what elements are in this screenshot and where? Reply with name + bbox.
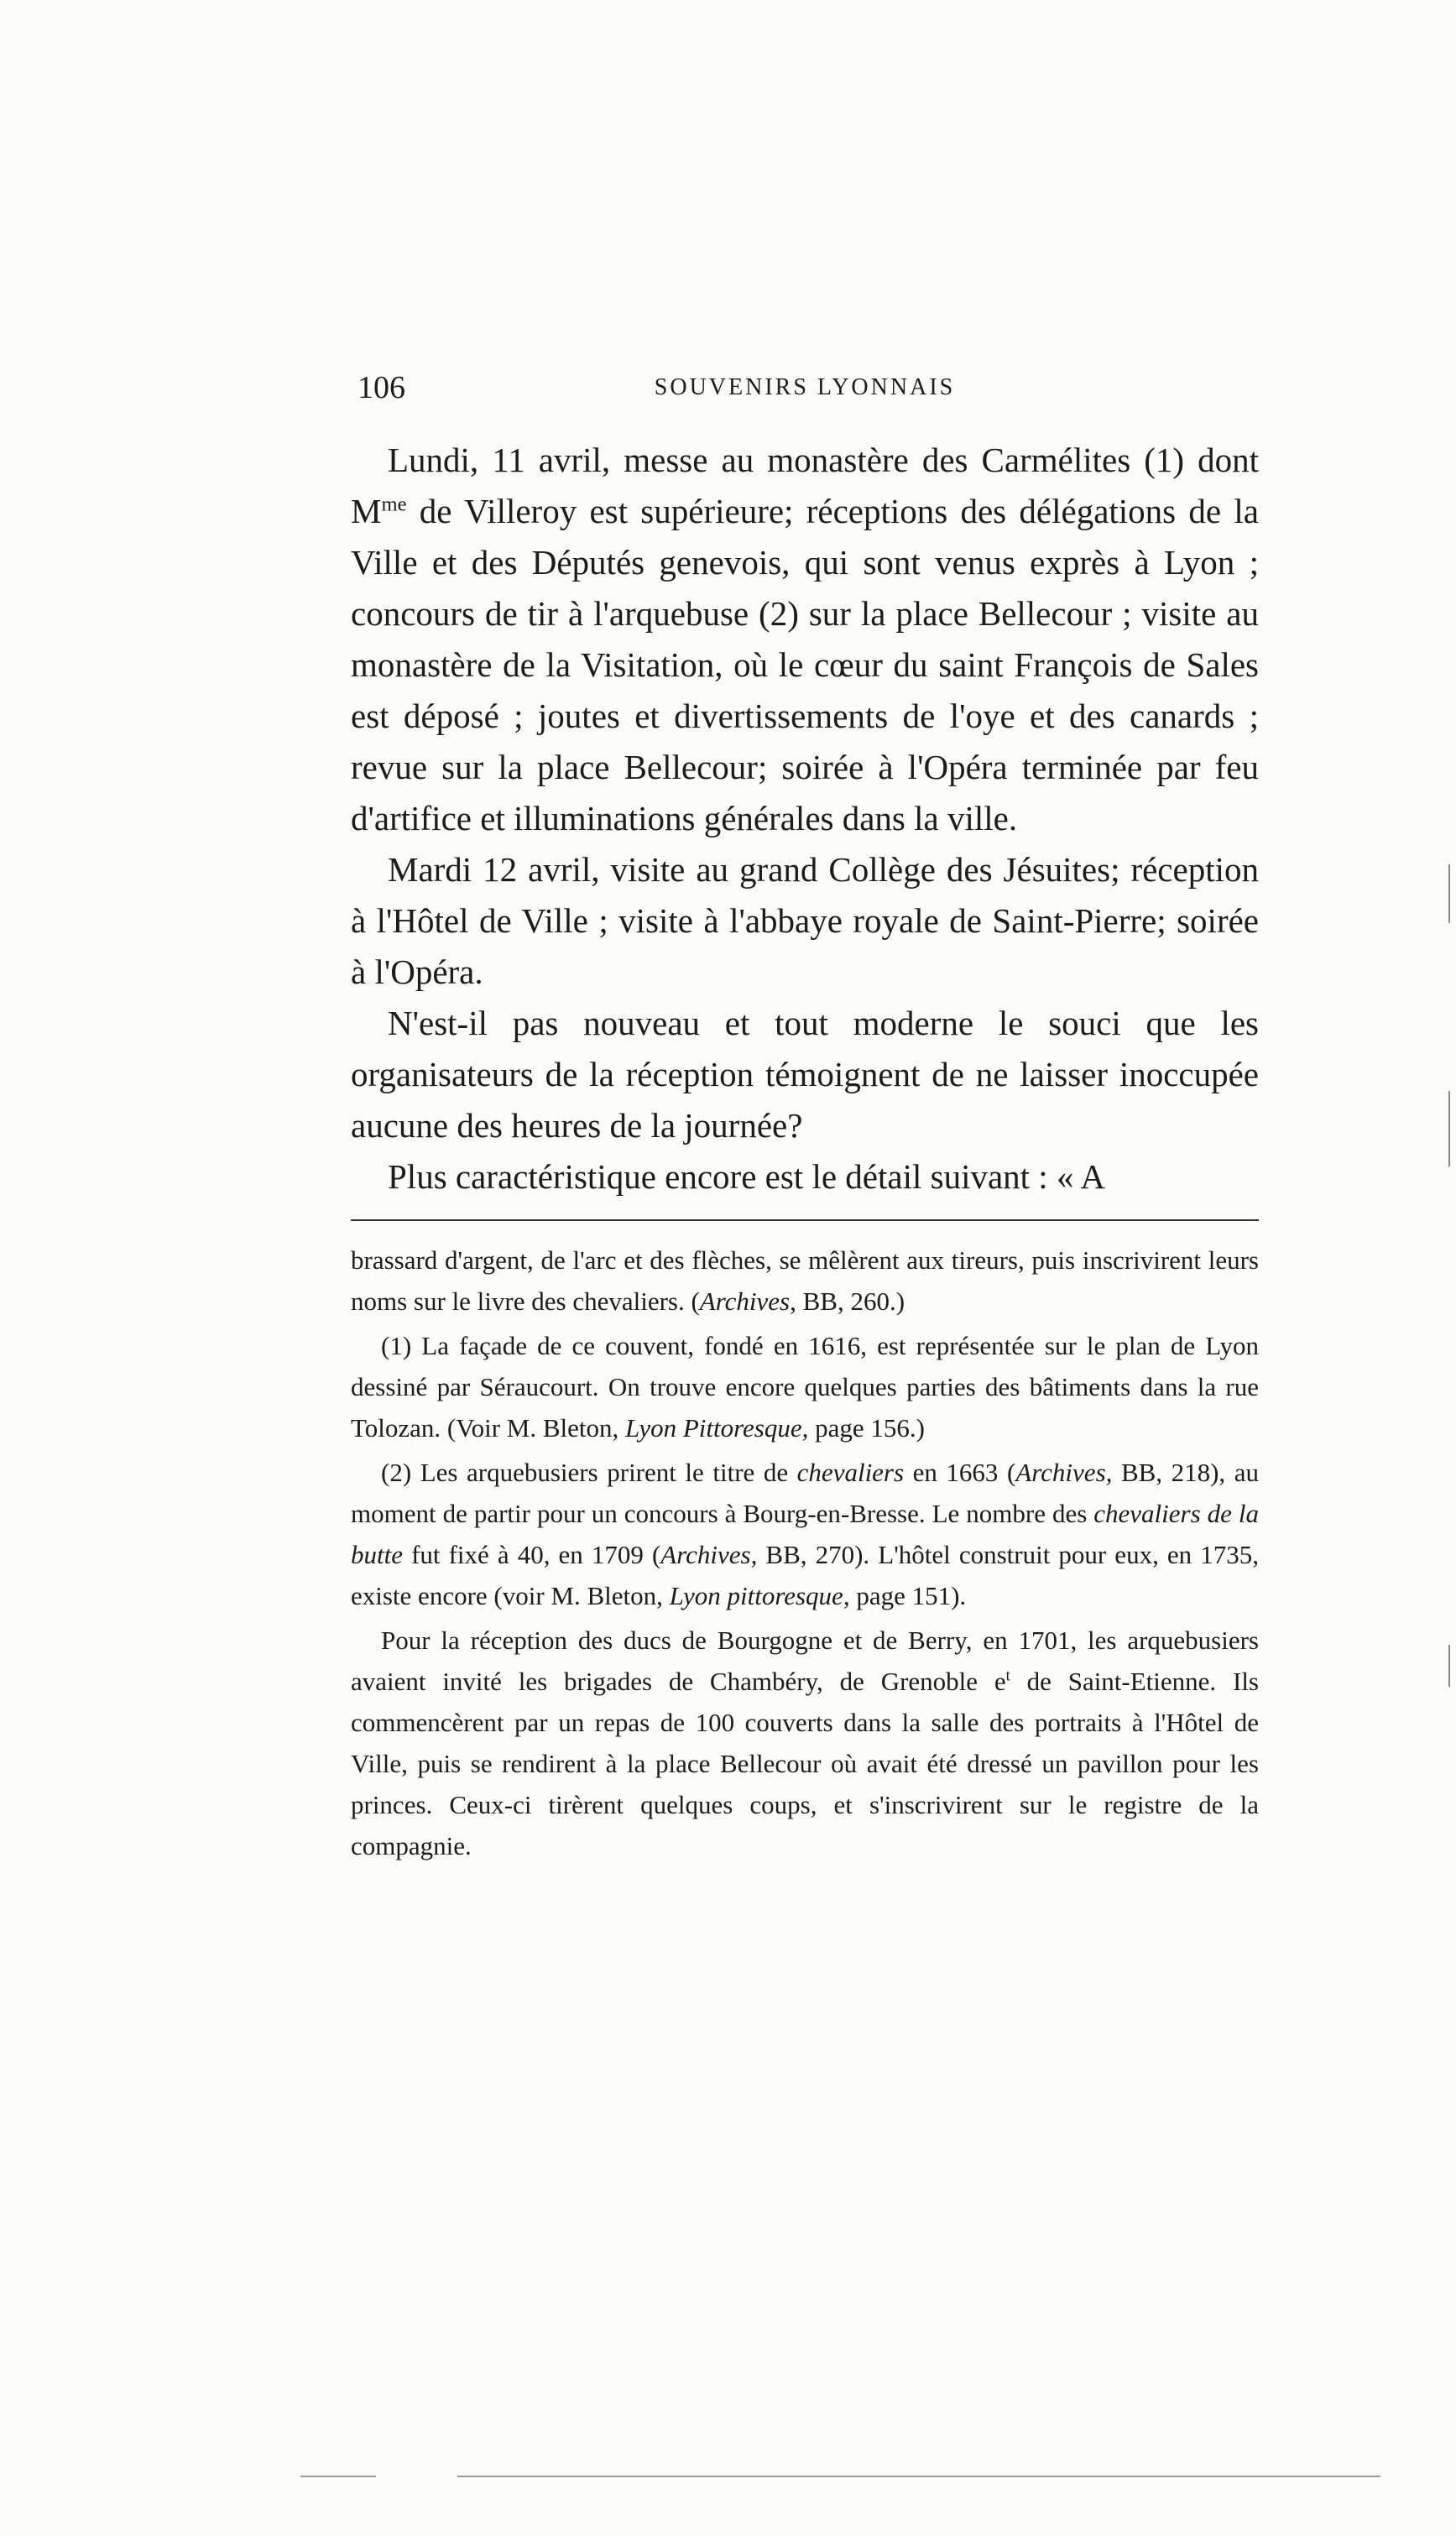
scan-edge-mark	[1448, 1645, 1450, 1687]
fn1-italic: Lyon Pittoresque,	[625, 1413, 809, 1443]
fn3-superscript: t	[1005, 1667, 1010, 1685]
fn1-text-a: (1) La façade de ce couvent, fondé en 1616, est représentée sur le plan de Lyon dessiné par Séraucourt. On trouve encore quelques parties des bâtiments dans la rue Tolozan. (Voir M. Bleton,	[351, 1331, 1259, 1443]
footnote-continued	[351, 1239, 1259, 1322]
paragraph-1-text-a: Lundi, 11 avril, messe au monastère des Carmélites (1) dont M	[351, 441, 1259, 530]
scan-bottom-rule	[457, 2476, 1380, 2477]
paragraph-1-text-b: de Villeroy est supérieure; réceptions des délégations de la Ville et des Députés genevois, qui sont venus exprès à Lyon ; concours de tir à l'arquebuse (2) sur la place Bellecour ; visite au monastère de la Visitation, où le cœur du saint François de Sales est déposé ; joutes et divertissements de l'oye et des canards ; revue sur la place Bellecour; soirée à l'Opéra terminée par feu d'artifice et illuminations générales dans la ville.	[351, 492, 1259, 838]
footnote-3	[351, 1620, 1259, 1866]
fn1-text-b: page 156.)	[808, 1413, 925, 1443]
paragraph-1	[351, 435, 1259, 844]
footnote-separator	[351, 1219, 1259, 1221]
fn2-text-a: (2) Les arquebusiers prirent le titre de	[381, 1458, 797, 1487]
paragraph-1-superscript: me	[381, 493, 407, 516]
body-text	[351, 435, 1259, 1203]
fn2-italic-c: chevaliers de la butte	[351, 1499, 1259, 1569]
footnotes	[351, 1239, 1259, 1866]
fn3-text-b: de Saint-Etienne. Ils commencèrent par un repas de 100 couverts dans la salle des portraits à l'Hôtel de Ville, puis se rendirent à la place Bellecour où avait été dressé un pavillon pour les princes. Ceux-ci tirèrent quelques coups, et s'inscrivirent sur le registre de la compagnie.	[351, 1667, 1259, 1860]
fn2-text-f: page 151).	[849, 1581, 967, 1610]
running-head	[351, 369, 1259, 420]
fn2-italic-b: Archives,	[1015, 1458, 1113, 1487]
fn2-text-c: BB, 218), au moment de partir pour un concours à Bourg-en-Bresse. Le nombre des	[351, 1458, 1259, 1528]
fn0-text-b: , BB, 260.)	[790, 1286, 905, 1316]
paragraph-3: N'est-il pas nouveau et tout moderne le souci que les organisateurs de la réception témoignent de ne laisser inoccupée aucune des heures de la journée?	[351, 1004, 1259, 1145]
fn2-text-e: BB, 270). L'hôtel construit pour eux, en 1735, existe encore (voir M. Bleton,	[351, 1540, 1259, 1610]
paragraph-2: Mardi 12 avril, visite au grand Collège des Jésuites; réception à l'Hôtel de Ville ; visite à l'abbaye royale de Saint-Pierre; soirée à l'Opéra.	[351, 850, 1259, 991]
paragraph-4: Plus caractéristique encore est le détail suivant : « A	[388, 1157, 1106, 1196]
fn2-italic-d: Archives,	[660, 1540, 758, 1569]
fn3-text-a: Pour la réception des ducs de Bourgogne et de Berry, en 1701, les arquebusiers avaient invité les brigades de Chambéry, de Grenoble e	[351, 1625, 1259, 1696]
fn2-text-b: en 1663 (	[904, 1458, 1016, 1487]
fn0-italic: Archives	[699, 1286, 791, 1316]
running-title: SOUVENIRS LYONNAIS	[654, 374, 956, 400]
fn0-text-a: brassard d'argent, de l'arc et des flèches, se mêlèrent aux tireurs, puis inscrivirent leurs noms sur le livre des chevaliers. (	[351, 1245, 1259, 1316]
page-number: 106	[357, 370, 405, 405]
scan-edge-mark	[1448, 864, 1450, 923]
scan-edge-mark	[1448, 1091, 1450, 1166]
fn2-text-d: fut fixé à 40, en 1709 (	[403, 1540, 661, 1569]
footnote-2	[351, 1452, 1259, 1616]
book-page	[351, 369, 1259, 1870]
fn2-italic-e: Lyon pittoresque,	[669, 1581, 850, 1610]
scan-bottom-rule	[300, 2476, 376, 2477]
footnote-1	[351, 1325, 1259, 1448]
fn2-italic-a: chevaliers	[796, 1458, 905, 1487]
